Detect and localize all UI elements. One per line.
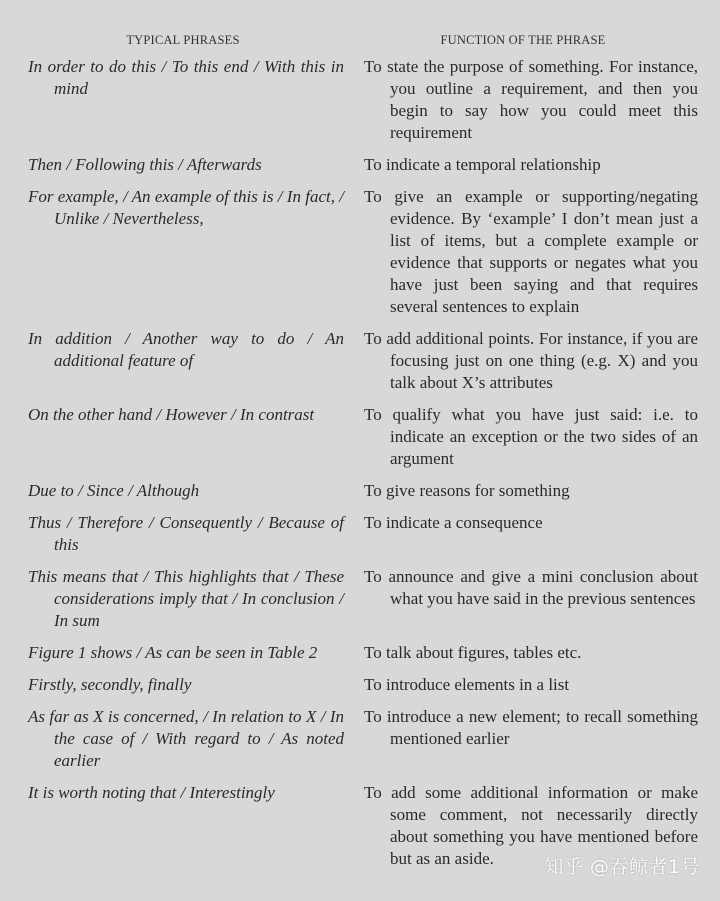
phrase-cell: Then / Following this / Afterwards (28, 155, 262, 174)
phrase-cell: Firstly, secondly, finally (28, 675, 192, 694)
watermark: 知乎 @吞鲸者1号 (544, 856, 700, 878)
function-cell: To give an example or supporting/negating evidence. By ‘example’ I don’t mean just a list of items, but a complete example or evidence that supports or negates what you have just been saying and that requires several sentences to explain (364, 187, 698, 316)
table-row (28, 154, 698, 176)
table-row (28, 56, 698, 144)
phrase-cell: Due to / Since / Although (28, 481, 200, 500)
phrase-cell: Figure 1 shows / As can be seen in Table 2 (28, 643, 318, 662)
function-cell: To introduce a new element; to recall something mentioned earlier (364, 707, 698, 748)
table-row (28, 566, 698, 632)
phrase-cell: For example, / An example of this is / In fact, / Unlike / Nevertheless, (28, 187, 344, 228)
phrase-cell: In order to do this / To this end / With this in mind (28, 57, 344, 98)
function-cell: To give reasons for something (364, 481, 570, 500)
table-row (28, 186, 698, 318)
table-row (28, 404, 698, 470)
table-row (28, 706, 698, 772)
table-body (28, 56, 698, 870)
phrase-cell: Thus / Therefore / Consequently / Because of this (28, 513, 344, 554)
function-cell: To indicate a temporal relationship (364, 155, 601, 174)
table-row (28, 480, 698, 502)
function-cell: To indicate a consequence (364, 513, 543, 532)
table-row (28, 642, 698, 664)
phrase-cell: On the other hand / However / In contrast (28, 405, 315, 424)
header-typical-phrases: TYPICAL PHRASES (126, 32, 240, 47)
table-row (28, 674, 698, 696)
function-cell: To add additional points. For instance, if you are focusing just on one thing (e.g. X) and you talk about X’s attributes (364, 329, 698, 392)
table-header (28, 30, 698, 50)
header-function-of-phrase: FUNCTION OF THE PHRASE (440, 32, 606, 47)
phrase-cell: It is worth noting that / Interestingly (28, 783, 275, 802)
function-cell: To talk about figures, tables etc. (364, 643, 582, 662)
phrase-cell: As far as X is concerned, / In relation to X / In the case of / With regard to / As noted earlier (28, 707, 344, 770)
function-cell: To add some additional information or make some comment, not necessarily directly about something you have mentioned before but as an aside. (364, 783, 698, 868)
function-cell: To qualify what you have just said: i.e. to indicate an exception or the two sides of an argument (364, 405, 698, 468)
phrase-cell: This means that / This highlights that / These considerations imply that / In conclusion / In sum (28, 567, 344, 630)
table-row (28, 512, 698, 556)
table-row (28, 328, 698, 394)
function-cell: To state the purpose of something. For instance, you outline a requirement, and then you begin to say how you could meet this requirement (364, 57, 698, 142)
function-cell: To announce and give a mini conclusion about what you have said in the previous sentences (364, 567, 698, 608)
function-cell: To introduce elements in a list (364, 675, 570, 694)
phrase-cell: In addition / Another way to do / An additional feature of (28, 329, 344, 370)
